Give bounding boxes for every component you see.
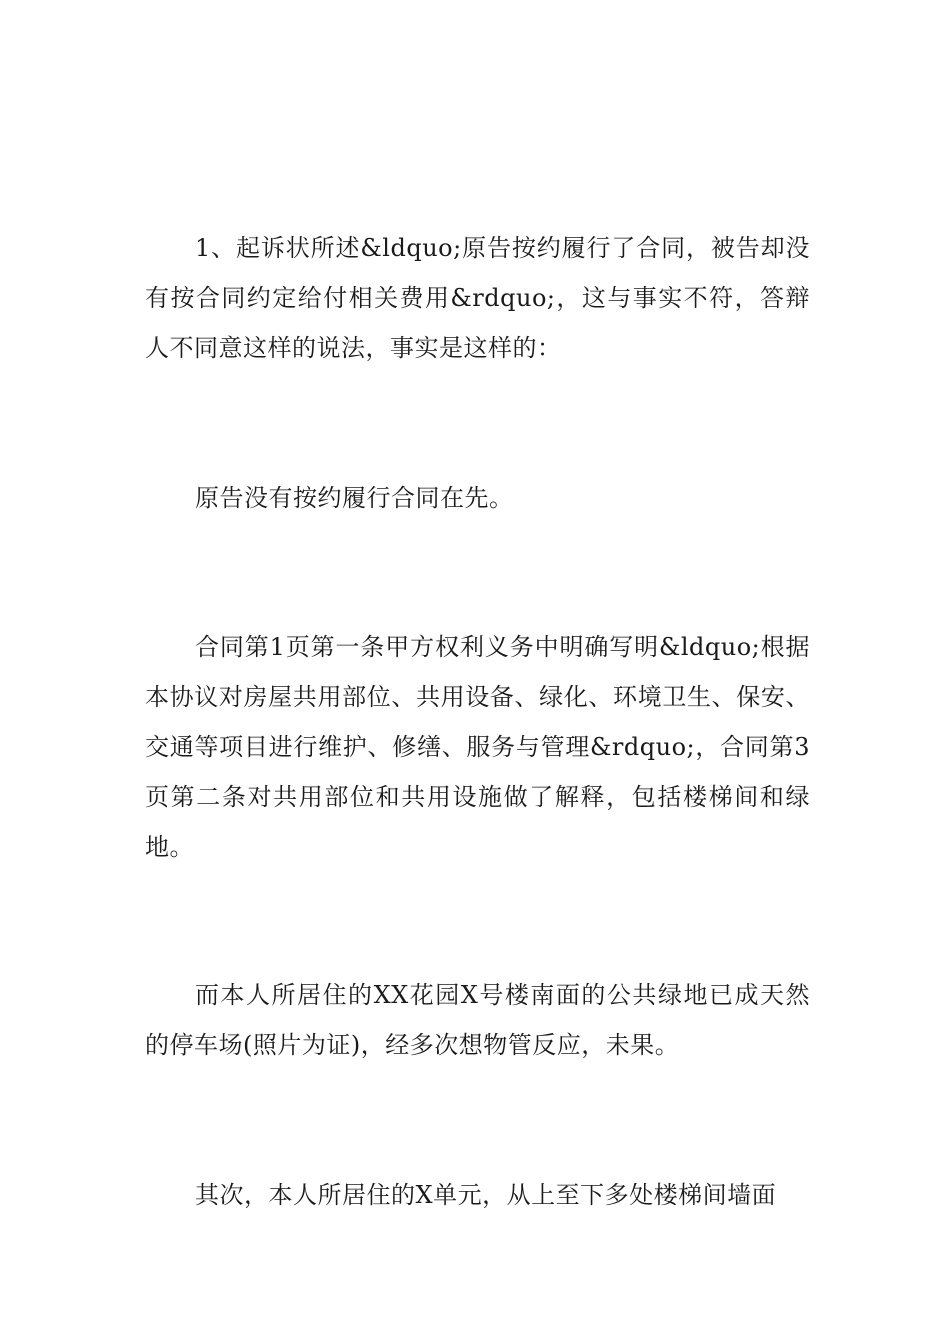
paragraph-defense-statement: 1、起诉状所述&ldquo;原告按约履行了合同，被告却没有按合同约定给付相关费用&rdquo;，这与事实不符，答辩人不同意这样的说法，事实是这样的：	[145, 234, 810, 362]
paragraph-green-space: 而本人所居住的XX花园X号楼南面的公共绿地已成天然的停车场(照片为证)，经多次想物管反应，未果。	[145, 981, 810, 1059]
paragraph-stairwell: 其次，本人所居住的X单元，从上至下多处楼梯间墙面	[195, 1181, 777, 1209]
paragraph-contract-terms: 合同第1页第一条甲方权利义务中明确写明&ldquo;根据本协议对房屋共用部位、共用设备、绿化、环境卫生、保安、交通等项目进行维护、修缮、服务与管理&rdquo;，合同第3页第二条对共用部位和共用设施做了解释，包括楼梯间和绿地。	[145, 633, 810, 861]
paragraph-plaintiff-breach: 原告没有按约履行合同在先。	[195, 484, 514, 512]
